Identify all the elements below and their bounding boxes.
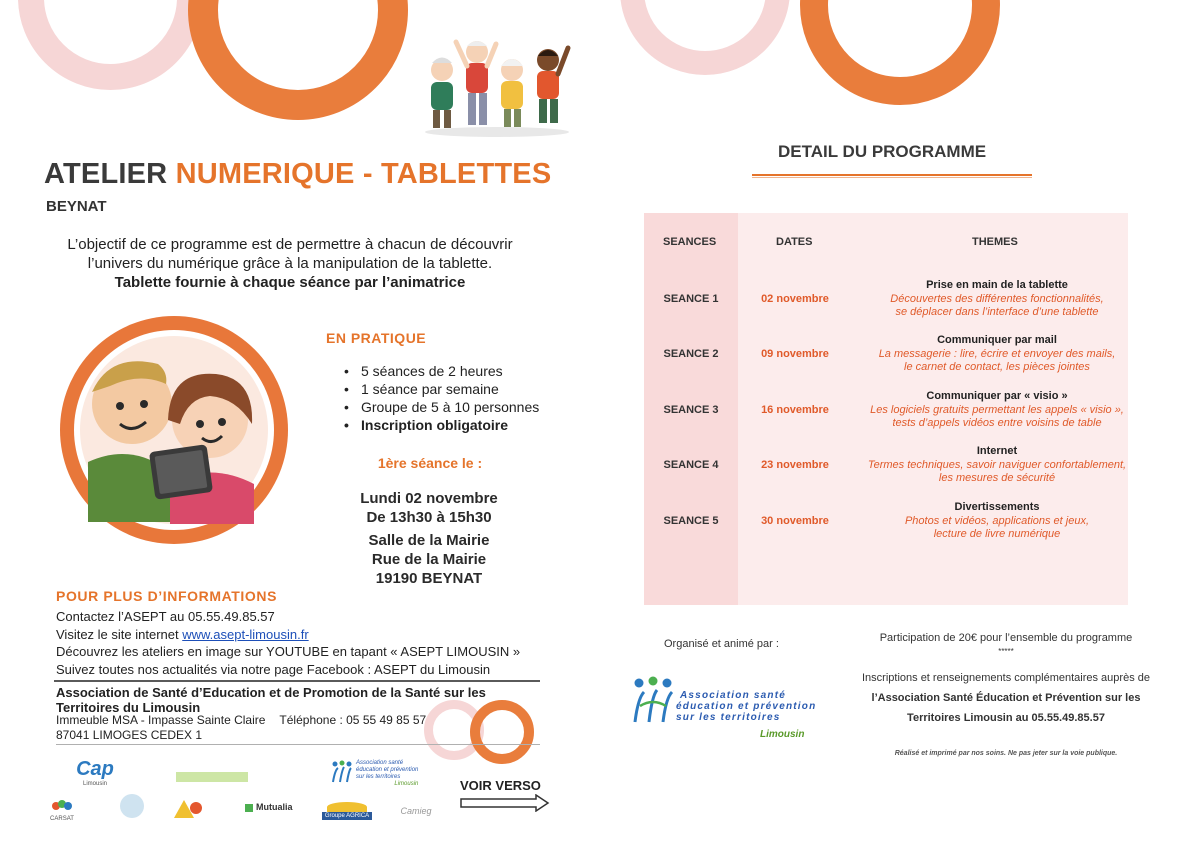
decor-ring-orange: [188, 0, 408, 120]
table-row-theme: [858, 279, 1136, 320]
asept-small-line-3: sur les territoires: [356, 774, 401, 780]
practice-item: • 1 séance par semaine: [344, 380, 539, 398]
venue-line-3: 19190 BEYNAT: [375, 570, 483, 587]
seniors-illustration: [412, 30, 582, 138]
objective-line-2: l’univers du numérique grâce à la manipulation de la tablette.: [87, 255, 493, 272]
city-label: BEYNAT: [46, 198, 107, 215]
asept-logo-line-1: Association santé: [680, 690, 786, 701]
theme-title: Prise en main de la tablette: [926, 279, 1068, 291]
association-name: Association de Santé d’Education et de Promotion de la Santé sur les Territoires du Limousin: [56, 685, 486, 715]
mutualia-logo-text: Mutualia: [256, 802, 293, 812]
info-contact: Contactez l’ASEPT au 05.55.49.85.57: [56, 609, 275, 624]
theme-desc: tests d’appels vidéos entre voisins de table: [892, 417, 1102, 429]
info-site-prefix: Visitez le site internet: [56, 626, 183, 642]
table-row-date: 30 novembre: [761, 515, 829, 527]
table-row-date: 02 novembre: [761, 293, 829, 305]
table-row-session: SEANCE 4: [663, 459, 719, 471]
practice-item: • Groupe de 5 à 10 personnes: [344, 398, 539, 416]
table-row-date: 16 novembre: [761, 404, 829, 416]
cap-logo-sub: Limousin: [82, 781, 107, 787]
separator-stars: *****: [998, 647, 1014, 656]
asept-logo-text: [676, 690, 816, 723]
table-row-session: SEANCE 2: [663, 348, 719, 360]
arrow-right-icon: [460, 794, 550, 812]
asept-small-line-2: éducation et prévention: [356, 767, 419, 773]
practice-item: • 5 séances de 2 heures: [344, 362, 539, 380]
venue-line-2: Rue de la Mairie: [371, 551, 487, 568]
agrica-logo: [322, 802, 372, 820]
divider: [56, 744, 540, 745]
printed-notice: Réalisé et imprimé par nos soins. Ne pas jeter sur la voie publique.: [894, 750, 1118, 757]
participation-text: Participation de 20€ pour l’ensemble du programme: [879, 632, 1133, 644]
first-session-date: Lundi 02 novembre: [360, 490, 498, 507]
theme-desc: Les logiciels gratuits permettant les appels « visio »,: [870, 403, 1124, 416]
mutualia-logo: [244, 802, 294, 812]
theme-desc: se déplacer dans l’interface d’une tablette: [895, 306, 1099, 318]
table-row-session: SEANCE 3: [663, 404, 719, 416]
first-session-block: [322, 489, 536, 527]
partner-logo-yellow-icon: [170, 796, 210, 822]
carsat-logo: [44, 798, 80, 822]
theme-desc: le carnet de contact, les pièces jointes: [904, 361, 1090, 373]
theme-title: Divertissements: [954, 501, 1040, 513]
title-part2: NUMERIQUE - TABLETTES: [175, 158, 552, 190]
address-line-1: Immeuble MSA - Impasse Sainte Claire: [56, 713, 266, 727]
association-address: [56, 713, 426, 742]
theme-desc: les mesures de sécurité: [938, 472, 1056, 484]
objective-text: [60, 235, 520, 292]
first-session-heading: 1ère séance le :: [377, 455, 483, 471]
camieg-logo: Camieg: [400, 806, 432, 816]
table-header-sessions: SEANCES: [663, 236, 717, 248]
asept-logo-line-2: éducation et prévention: [676, 701, 817, 712]
table-row-theme: [858, 445, 1136, 486]
asept-small-region: Limousin: [394, 781, 419, 787]
page-title: [44, 158, 551, 191]
title-part1: ATELIER: [44, 158, 176, 190]
practice-list: [344, 362, 539, 434]
cap-logo-text: Cap: [76, 758, 114, 780]
inscription-line-3: Territoires Limousin au 05.55.49.85.57: [907, 712, 1105, 724]
info-heading: POUR PLUS D’INFORMATIONS: [56, 588, 278, 604]
practice-item: • Inscription obligatoire: [344, 416, 539, 434]
decor-ring-pink-right: [620, 0, 790, 75]
decor-ring-orange-right: [800, 0, 1000, 105]
theme-title: Communiquer par « visio »: [926, 390, 1068, 402]
agrica-logo-text: Groupe AGRICA: [322, 812, 372, 820]
divider: [752, 177, 1032, 178]
first-session-time: De 13h30 à 15h30: [366, 509, 492, 526]
cap-logo: [62, 758, 128, 787]
table-row-session: SEANCE 5: [663, 515, 719, 527]
carsat-icon: [51, 798, 73, 814]
see-back-label: VOIR VERSO: [460, 778, 541, 793]
theme-desc: lecture de livre numérique: [933, 528, 1061, 540]
asept-logo-icon: [330, 760, 354, 784]
table-row-session: SEANCE 1: [663, 293, 719, 305]
table-row-date: 09 novembre: [761, 348, 829, 360]
info-block: [56, 608, 520, 678]
table-row-date: 23 novembre: [761, 459, 829, 471]
info-youtube: Découvrez les ateliers en image sur YOUTUBE en tapant « ASEPT LIMOUSIN »: [56, 644, 521, 659]
address-line-2: 87041 LIMOGES CEDEX 1: [56, 727, 203, 742]
theme-desc: Découvertes des différentes fonctionnalités,: [890, 292, 1104, 305]
asept-logo-region: Limousin: [760, 729, 805, 740]
asept-small-line-1: Association santé: [356, 760, 404, 766]
theme-desc: Photos et vidéos, applications et jeux,: [904, 514, 1090, 527]
theme-title: Internet: [976, 445, 1018, 457]
program-detail-heading: DETAIL DU PROGRAMME: [778, 142, 987, 161]
organised-by-label: Organisé et animé par :: [664, 638, 779, 650]
info-facebook: Suivez toutes nos actualités via notre page Facebook : ASEPT du Limousin: [56, 661, 491, 677]
theme-desc: La messagerie : lire, écrire et envoyer des mails,: [878, 347, 1116, 360]
website-link[interactable]: www.asept-limousin.fr: [182, 626, 309, 642]
couple-tablet-illustration: [40, 312, 308, 548]
asept-logo-line-3: sur les territoires: [676, 712, 781, 723]
theme-desc: Termes techniques, savoir naviguer confortablement,: [867, 458, 1127, 471]
partner-logo-yellow: [170, 796, 210, 822]
practice-heading: EN PRATIQUE: [326, 330, 427, 346]
association-phone: Téléphone : 05 55 49 85 57: [279, 713, 427, 727]
table-header-dates: DATES: [776, 236, 813, 248]
venue-block: [322, 531, 536, 588]
divider: [752, 174, 1032, 176]
partner-logo-banner: [176, 772, 248, 782]
asept-logo-icon: [630, 676, 676, 724]
participation-block: [838, 630, 1174, 657]
venue-line-1: Salle de la Mairie: [368, 532, 490, 549]
carsat-logo-text: CARSAT: [50, 816, 74, 822]
info-site-line: [56, 626, 520, 644]
table-row-theme: [858, 334, 1136, 375]
inscription-line-2: l’Association Santé Éducation et Prévention sur les: [871, 692, 1141, 704]
objective-line-1: L’objectif de ce programme est de permettre à chacun de découvrir: [67, 236, 513, 253]
inscription-block: [838, 668, 1174, 728]
table-header-themes: THEMES: [972, 236, 1018, 248]
inscription-line-1: Inscriptions et renseignements complémentaires auprès de: [862, 672, 1150, 684]
partner-logo-round: [120, 794, 144, 818]
table-row-theme: [858, 501, 1136, 542]
decor-ring-small-orange: [470, 700, 534, 764]
decor-ring-pink: [18, 0, 203, 90]
objective-line-3: Tablette fournie à chaque séance par l’animatrice: [114, 274, 466, 291]
table-row-theme: [858, 390, 1136, 431]
theme-title: Communiquer par mail: [937, 334, 1057, 346]
divider: [54, 680, 540, 682]
